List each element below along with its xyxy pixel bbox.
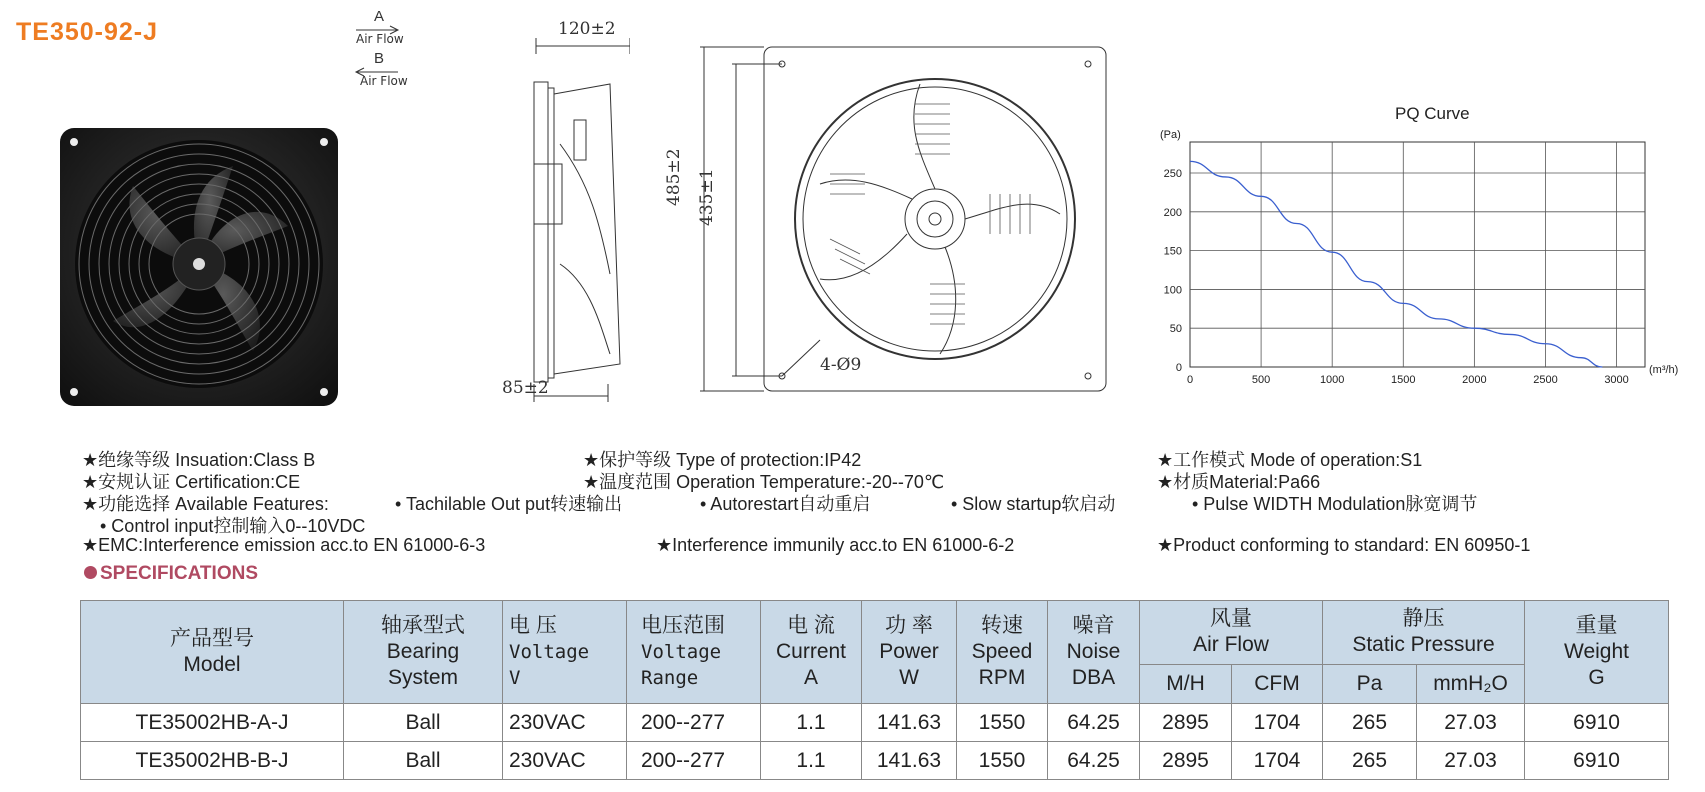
header-power [862,601,957,704]
x-tick-label: 2000 [1462,374,1487,386]
cell-pressure-mmh2o: 27.03 [1417,742,1525,780]
dim-mount-holes: 4-Ø9 [820,355,862,375]
dim-outer-size: 485±2 [664,148,684,206]
feature-certification: ★安规认证 Certification:CE [82,472,301,492]
header-voltage-cn: 电 压 [509,614,557,637]
header-airflow-cn: 风量 [1210,607,1252,631]
cell-pressure-pa: 265 [1323,742,1417,780]
feature-control-input: • Control input控制输入0--10VDC [100,516,366,536]
header-voltage-unit: V [509,667,521,689]
header-pressure-mmh2o: mmH₂O [1417,664,1525,703]
header-speed-cn: 转速 [981,614,1023,637]
header-power-unit: W [899,666,919,689]
header-noise-unit: DBA [1071,666,1116,689]
feature-protection: ★保护等级 Type of protection:IP42 [583,450,862,470]
header-speed-en: Speed [971,640,1033,663]
header-weight-cn: 重量 [1575,614,1618,637]
bullet-dot-icon [84,566,97,579]
header-noise-en: Noise [1066,640,1121,663]
y-tick-label: 50 [1169,323,1182,336]
features-label: ★功能选择 Available Features: [82,494,329,514]
header-model-cn: 产品型号 [170,627,254,650]
feature-slow-startup: • Slow startup软启动 [951,494,1116,514]
feature-autorestart: • Autorestart自动重启 [700,494,871,514]
feature-immunity: ★Interference immunily acc.to EN 61000-6-2 [656,535,1015,555]
cell-speed: 1550 [957,704,1048,742]
header-airflow-cfm: CFM [1232,664,1323,703]
header-weight-unit: G [1588,666,1605,689]
airflow-legend [352,8,422,94]
y-tick-label: 150 [1163,245,1182,258]
header-pressure-cn: 静压 [1402,607,1445,631]
header-voltage [503,601,627,704]
feature-pwm: • Pulse WIDTH Modulation脉宽调节 [1192,494,1478,514]
specifications-heading-text: SPECIFICATIONS [100,563,258,584]
x-axis-label: (m³/h) [1649,364,1679,376]
header-power-en: Power [879,640,939,663]
header-bearing-en1: Bearing [386,640,460,663]
cell-model: TE35002HB-A-J [81,704,344,742]
y-tick-label: 0 [1175,362,1182,374]
header-weight-en: Weight [1564,640,1629,663]
header-speed-unit: RPM [978,666,1026,689]
front-view-drawing [690,44,1110,394]
x-tick-label: 2500 [1533,374,1558,386]
header-model [81,601,344,704]
table-row [81,742,1669,780]
cell-speed: 1550 [957,742,1048,780]
side-view-drawing [490,24,630,404]
header-weight [1525,601,1669,704]
cell-pressure-pa: 265 [1323,704,1417,742]
cell-voltage-range: 200--277 [627,704,761,742]
cell-power: 141.63 [862,704,957,742]
cell-voltage: 230VAC [503,704,627,742]
pq-curve-chart [1145,124,1700,404]
cell-bearing: Ball [344,704,503,742]
cell-airflow-cfm: 1704 [1232,704,1323,742]
cell-current: 1.1 [761,742,862,780]
cell-pressure-mmh2o: 27.03 [1417,704,1525,742]
dim-base-depth: 85±2 [502,378,549,398]
airflow-a-label: Air Flow [356,32,404,46]
y-tick-label: 200 [1163,206,1182,219]
header-range-en2: Range [641,667,699,689]
header-pressure-pa: Pa [1323,664,1417,703]
feature-temperature: ★温度范围 Operation Temperature:-20--70℃ [583,472,945,492]
cell-power: 141.63 [862,742,957,780]
cell-airflow-m3h: 2895 [1140,704,1232,742]
cell-weight: 6910 [1525,742,1669,780]
cell-voltage: 230VAC [503,742,627,780]
airflow-a-letter: A [374,8,385,25]
dim-hole-spacing: 435±1 [697,168,717,226]
header-speed [957,601,1048,704]
model-title: TE350-92-J [16,18,159,46]
header-power-cn: 功 率 [885,614,933,637]
feature-standard: ★Product conforming to standard: EN 60950-1 [1157,535,1531,555]
header-bearing-en2: System [387,666,458,689]
feature-insulation: ★绝缘等级 Insuation:Class B [82,450,316,470]
header-noise-cn: 噪音 [1072,614,1115,637]
cell-airflow-cfm: 1704 [1232,742,1323,780]
y-tick-label: 100 [1163,284,1182,297]
specifications-heading [84,563,258,585]
x-tick-label: 1500 [1391,374,1416,386]
header-model-en: Model [183,653,241,676]
cell-weight: 6910 [1525,704,1669,742]
header-current-en: Current [775,640,847,663]
feature-tachometer: • Tachilable Out put转速输出 [395,494,623,514]
x-tick-label: 3000 [1604,374,1629,386]
cell-noise: 64.25 [1048,742,1140,780]
feature-material: ★材质Material:Pa66 [1157,472,1321,492]
header-voltage-range [627,601,761,704]
header-current-cn: 电 流 [787,614,835,637]
header-range-en1: Voltage [641,641,722,663]
cell-model: TE35002HB-B-J [81,742,344,780]
table-row [81,704,1669,742]
fan-product-image [58,126,340,408]
table-header-row [81,601,1669,665]
header-bearing-cn: 轴承型式 [381,614,465,637]
feature-mode: ★工作模式 Mode of operation:S1 [1157,450,1423,470]
header-pressure-en: Static Pressure [1352,633,1495,657]
airflow-b-label: Air Flow [360,74,408,88]
header-current [761,601,862,704]
specifications-table [80,600,1669,780]
header-airflow-en: Air Flow [1193,633,1269,657]
header-noise [1048,601,1140,704]
cell-bearing: Ball [344,742,503,780]
airflow-b-letter: B [374,50,385,67]
y-axis-label: (Pa) [1160,129,1181,141]
feature-emc: ★EMC:Interference emission acc.to EN 61000-6-3 [82,535,486,555]
cell-voltage-range: 200--277 [627,742,761,780]
header-static-pressure [1323,601,1525,665]
header-range-cn: 电压范围 [641,614,725,637]
cell-airflow-m3h: 2895 [1140,742,1232,780]
cell-current: 1.1 [761,704,862,742]
header-airflow [1140,601,1323,665]
x-tick-label: 500 [1251,374,1271,386]
header-bearing [344,601,503,704]
plot-frame [1190,142,1645,367]
chart-title: PQ Curve [1395,104,1470,123]
pq-series-line [1190,161,1602,367]
x-tick-label: 1000 [1319,374,1345,386]
header-voltage-en: Voltage [509,641,590,663]
header-current-unit: A [803,666,818,689]
header-airflow-m3h: M/H [1140,664,1232,703]
y-tick-label: 250 [1163,168,1182,181]
x-tick-label: 0 [1186,374,1194,386]
cell-noise: 64.25 [1048,704,1140,742]
dim-depth: 120±2 [558,19,616,39]
